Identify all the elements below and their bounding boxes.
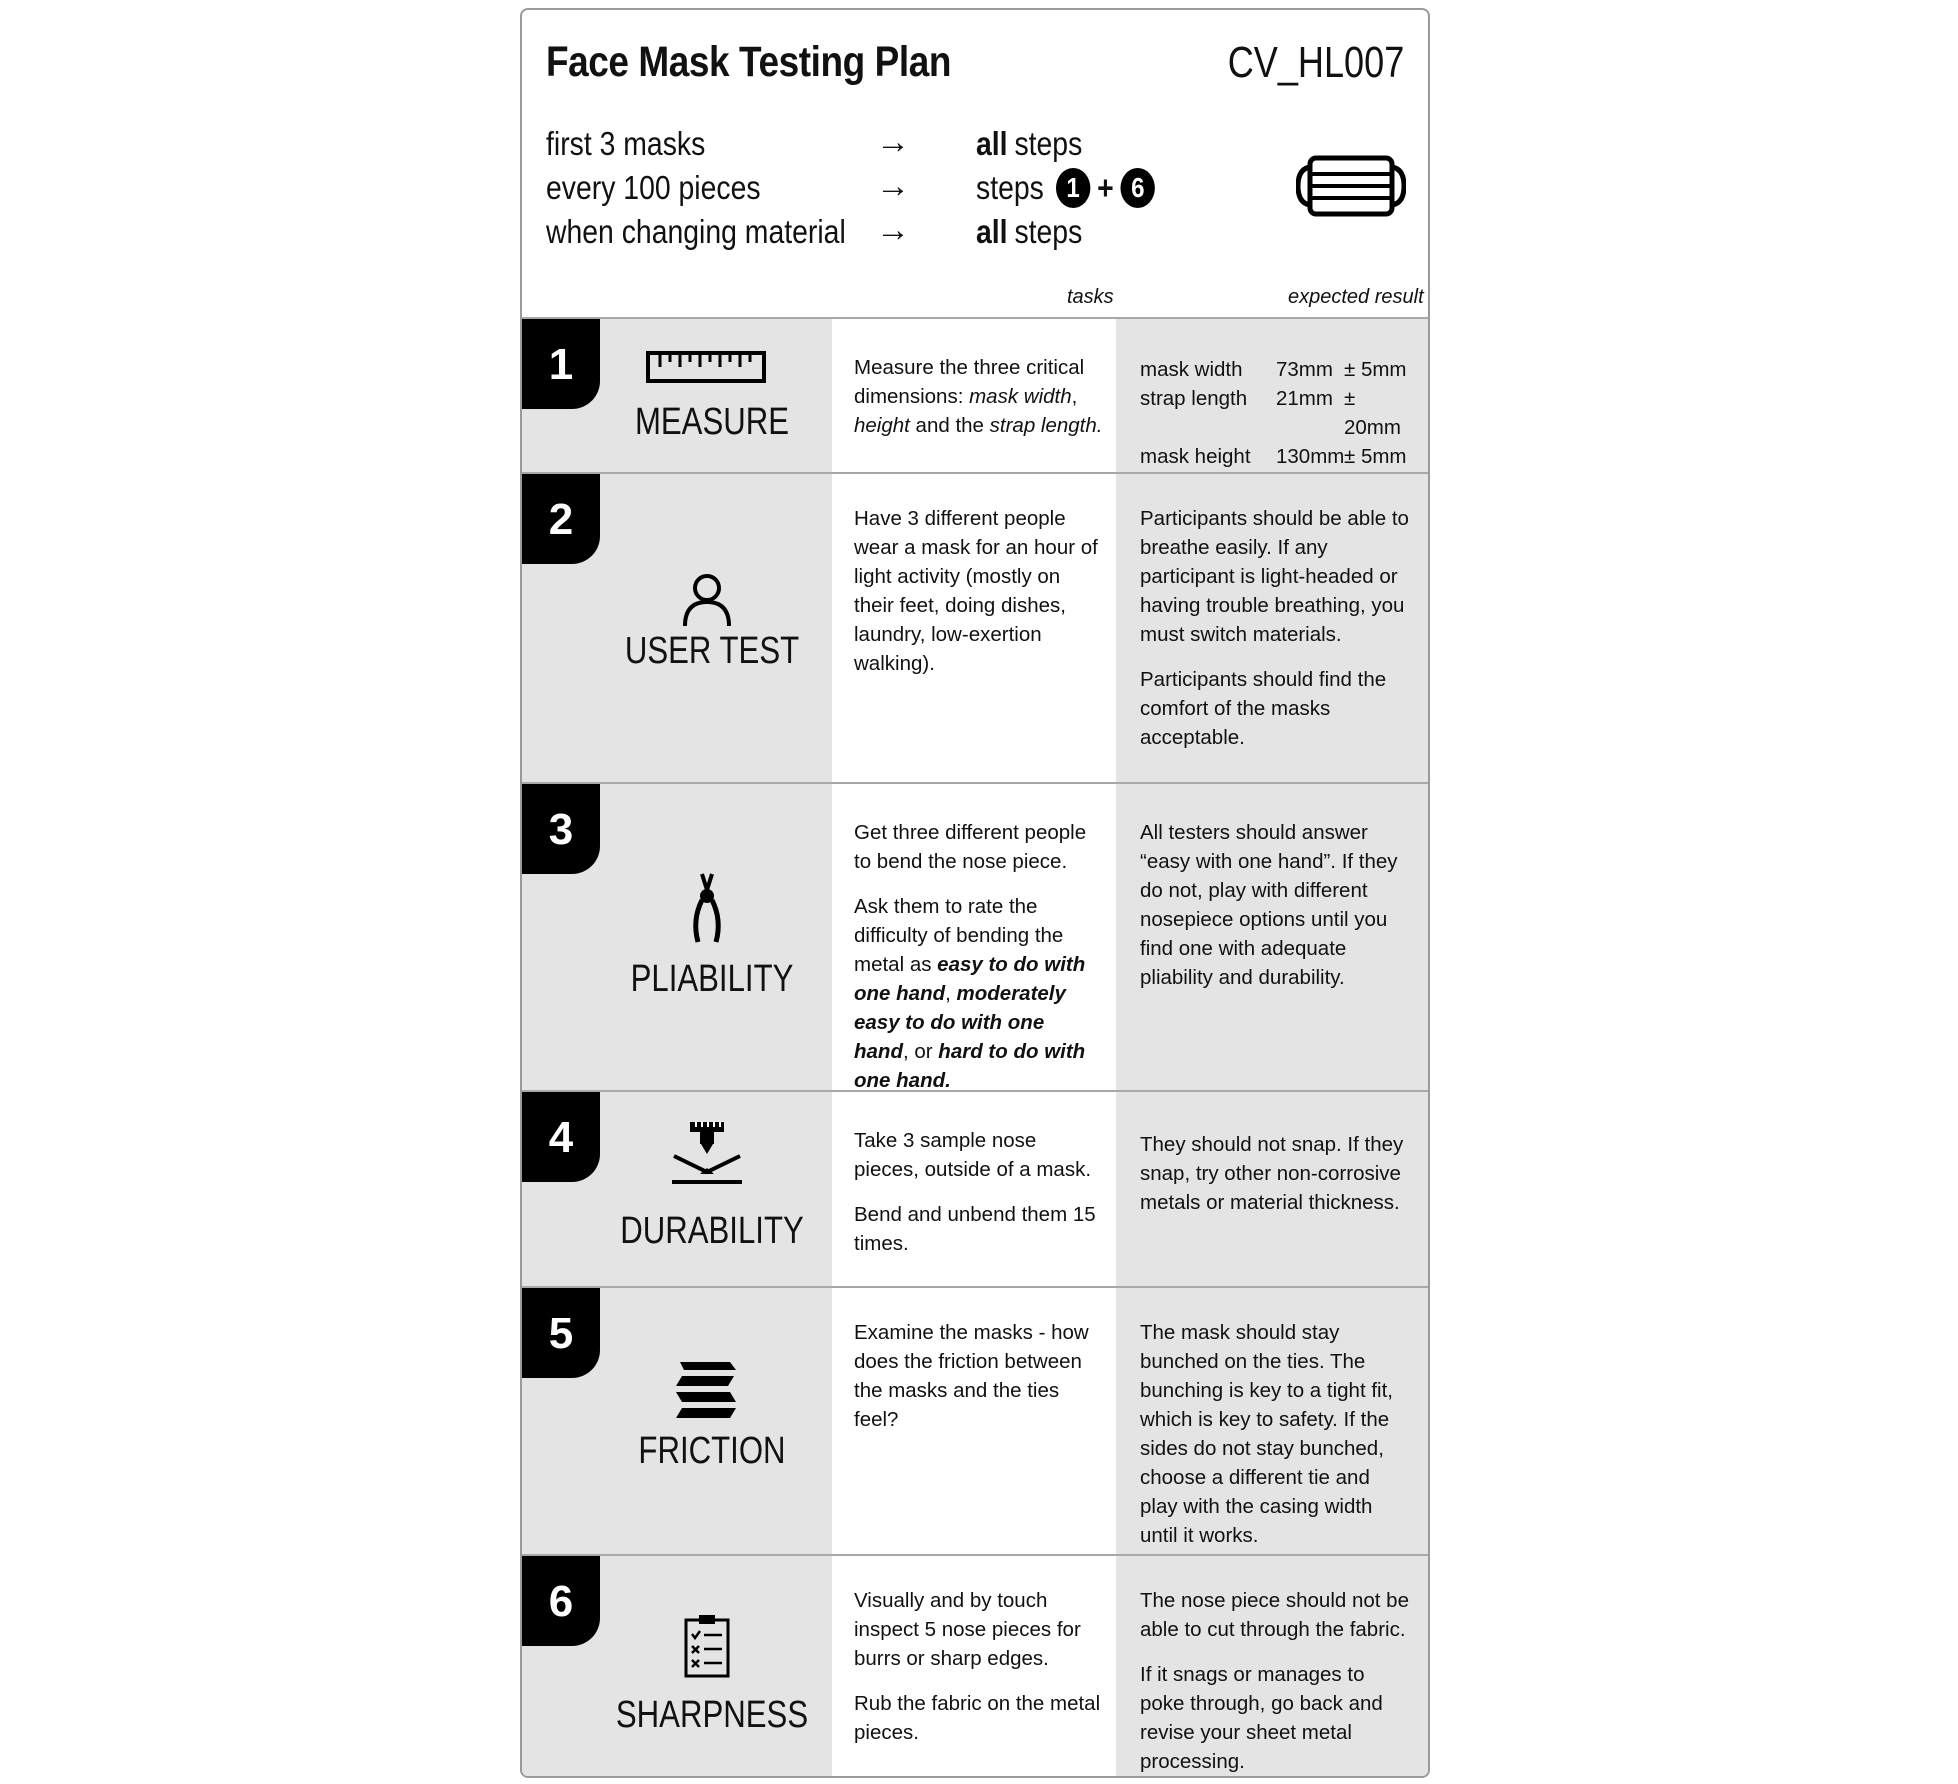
task-span: Ask them to rate the difficulty of bending the metal as [854,895,1064,976]
step-number: 6 [522,1556,600,1646]
rule-bold: all [976,213,1008,250]
result-cell [1116,1556,1428,1778]
step-number: 1 [522,319,600,409]
task-cell [832,1092,1116,1286]
measurement-name: mask width [1140,358,1243,381]
result-text: They should not snap. If they snap, try other non-corrosive metals or material thickness. [1140,1133,1404,1214]
result-paragraph: The nose piece should not be able to cut through the fabric. [1140,1589,1409,1641]
task-span: , [945,982,957,1005]
result-paragraph: Participants should be able to breathe easily. If any participant is light-headed or having trouble breathing, you must switch materials. [1140,507,1409,646]
task-span: , [1071,385,1078,408]
rule-row [546,122,1196,166]
press-brake-icon [642,1120,772,1194]
rule-condition: every 100 pieces [546,169,761,206]
measurement-table [1140,355,1414,471]
plus-sign: + [1097,169,1114,206]
clipboard-checklist-icon [642,1614,772,1678]
face-mask-icon [1296,155,1406,217]
task-emphasis: hard to do with one hand. [854,1040,1086,1092]
step-row-friction [522,1286,1428,1554]
page-title: Face Mask Testing Plan [546,38,952,86]
rule-text: steps [1014,125,1083,162]
step-label: PLIABILITY [630,958,794,1000]
task-emphasis: height [854,414,910,437]
result-text: All testers should answer “easy with one hand”. If they do not, play with different nosepiece options until you find one with adequate pliability and durability. [1140,821,1398,989]
step-row-pliability [522,782,1428,1090]
step-cell [522,784,832,1090]
step-row-durability [522,1090,1428,1286]
task-paragraph: Visually and by touch inspect 5 nose pieces for burrs or sharp edges. [854,1589,1081,1670]
result-text [1140,504,1412,768]
task-emphasis: moderately easy to do with one hand [854,982,1066,1063]
frequency-rules [546,122,1196,254]
measurement-row [1140,442,1414,471]
task-span: , or [902,1040,939,1063]
step-cell [522,1092,832,1286]
step-cell [522,1556,832,1778]
step-label: SHARPNESS [615,1694,809,1736]
rule-result [976,122,1082,166]
result-text: The mask should stay bunched on the ties. The bunching is key to a tight fit, which is key to safety. If the sides do not stay bunched, choose a different tie and play with the casing width until it works. [1140,1321,1393,1547]
step-cell [522,1288,832,1554]
step-number: 4 [522,1092,600,1182]
measurement-value: 73mm [1276,358,1333,381]
result-cell [1116,1092,1428,1286]
task-paragraph: Take 3 sample nose pieces, outside of a mask. [854,1129,1092,1181]
measurement-value: 21mm [1276,387,1333,410]
step-number: 3 [522,784,600,874]
result-text [1140,1586,1412,1778]
rule-condition: when changing material [546,213,846,250]
task-paragraph: Rub the fabric on the metal pieces. [854,1692,1101,1744]
step-row-user-test [522,472,1428,782]
result-cell [1116,784,1428,1090]
ruler-icon [642,349,772,385]
measurement-tolerance: ± 5mm [1344,445,1407,468]
result-cell [1116,474,1428,782]
rule-text: steps [1014,213,1083,250]
task-cell [832,474,1116,782]
measurement-value: 130mm [1276,445,1345,468]
result-cell [1116,319,1428,472]
task-emphasis: easy to do with one hand [854,953,1086,1005]
step-row-measure [522,317,1428,472]
step-number: 2 [522,474,600,564]
step-badge-1: 1 [1056,168,1090,208]
measurement-row [1140,384,1414,442]
rule-result [976,166,1158,210]
measurement-name: mask height [1140,445,1251,468]
header [522,10,1428,320]
task-text [854,1126,1104,1274]
column-header-tasks: tasks [1067,286,1114,308]
step-label: FRICTION [638,1430,786,1472]
rule-row [546,210,1196,254]
task-text: Examine the masks - how does the friction between the masks and the ties feel? [854,1321,1089,1431]
task-cell [832,784,1116,1090]
task-text: Have 3 different people wear a mask for an hour of light activity (mostly on their feet, doing dishes, laundry, low-exertion walking). [854,507,1098,675]
rule-result [976,210,1082,254]
step-cell [522,474,832,782]
task-text [854,1586,1104,1763]
task-cell [832,1556,1116,1778]
result-cell [1116,1288,1428,1554]
column-header-expected-result: expected result [1288,286,1424,308]
result-paragraph: If it snags or manages to poke through, go back and revise your sheet metal processing. [1140,1663,1383,1773]
task-paragraph: Bend and unbend them 15 times. [854,1203,1096,1255]
step-cell [522,319,832,472]
task-cell [832,319,1116,472]
task-emphasis: mask width [969,385,1072,408]
measurement-name: strap length [1140,387,1248,410]
task-paragraph: Get three different people to bend the nose piece. [854,821,1087,873]
measurement-tolerance: ± 5mm [1344,358,1407,381]
rule-text: steps [976,169,1044,206]
measurement-tolerance: ± 20mm [1344,387,1401,439]
arrow-icon: → [876,167,910,205]
steps-table [522,317,1428,1778]
task-text [854,818,1104,1111]
step-row-sharpness [522,1554,1428,1778]
rule-bold: all [976,125,1008,162]
step-number: 5 [522,1288,600,1378]
arrow-icon: → [876,211,910,249]
task-span: Measure the three critical dimensions: [854,356,1085,408]
arrow-icon: → [876,123,910,161]
testing-plan-card [520,8,1430,1778]
person-icon [642,572,772,628]
result-paragraph: Participants should find the comfort of the masks acceptable. [1140,668,1387,749]
step-label: MEASURE [634,401,790,443]
pliers-icon [642,872,772,946]
step-badge-6: 6 [1121,168,1155,208]
task-cell [832,1288,1116,1554]
stacked-fabric-icon [642,1358,772,1422]
rule-row [546,166,1196,210]
task-text [854,353,1104,440]
measurement-row [1140,355,1414,384]
task-span: and the [909,414,990,437]
step-label: USER TEST [624,630,800,672]
task-emphasis: strap length. [989,414,1103,437]
rule-condition: first 3 masks [546,125,706,162]
document-code: CV_HL007 [1227,38,1404,87]
step-label: DURABILITY [620,1210,804,1252]
task-paragraph [854,892,1104,1095]
